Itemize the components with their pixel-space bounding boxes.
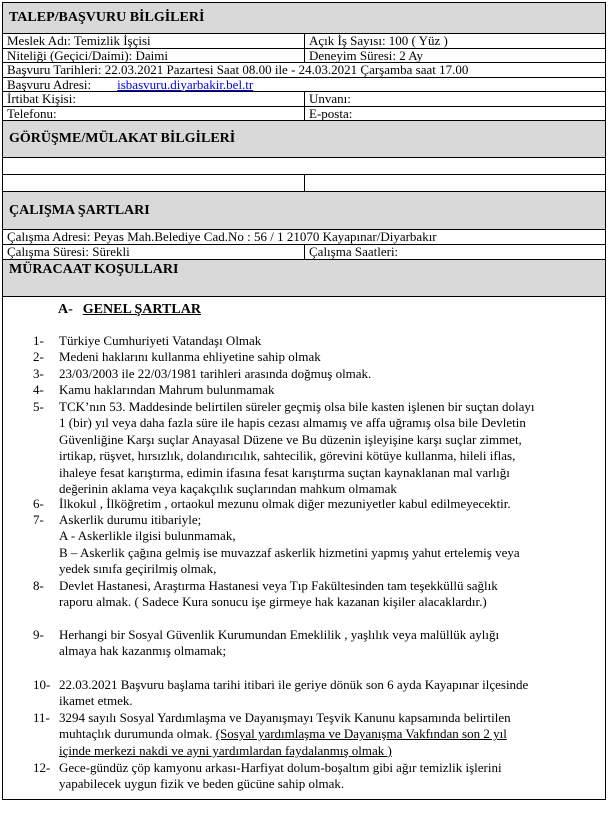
section-title-talep: TALEP/BAŞVURU BİLGİLERİ — [9, 10, 205, 25]
condition-line: B – Askerlik çağına gelmiş ise muvazzaf askerlik hizmetini yapmış yahut ertelemiş veya — [59, 544, 520, 560]
row-calisma-adres — [2, 230, 606, 245]
e-posta: E-posta: — [309, 106, 353, 120]
section-title-muracaat: MÜRACAAT KOŞULLARI — [9, 262, 179, 277]
condition-line: Medeni haklarını kullanma ehliyetine sahip olmak — [59, 349, 321, 364]
condition-item — [33, 578, 593, 611]
section-header-talep — [2, 2, 606, 34]
row-adres — [2, 78, 606, 93]
condition-number: 5- — [33, 399, 44, 414]
condition-line: Devlet Hastanesi, Araştırma Hastanesi veya Tıp Fakültesinden tam teşekküllü sağlık — [59, 578, 498, 593]
basvuru-adresi — [3, 78, 605, 92]
row-telefon — [2, 107, 606, 122]
gorusme-empty-row-1 — [2, 158, 606, 175]
condition-item — [33, 627, 593, 660]
condition-item — [33, 710, 593, 759]
condition-line: ikamet etmek. — [59, 693, 133, 709]
section-header-calisma — [2, 192, 606, 230]
condition-line: Herhangi bir Sosyal Güvenlik Kurumundan Emeklilik , yaşlılık veya malüllük aylığı — [59, 627, 500, 642]
condition-number: 7- — [33, 512, 44, 527]
acik-is-sayisi: Açık İş Sayısı: 100 ( Yüz ) — [309, 34, 448, 48]
condition-item — [33, 349, 593, 365]
condition-line: muhtaçlık durumunda olmak. (Sosyal yardımlaşma ve Dayanışma Vakfından son 2 yıl — [59, 726, 507, 742]
condition-item — [33, 512, 593, 578]
condition-line: Güvenliğine Karşı suçlar Anayasal Düzene ve Bu düzenin işleyişine karşı suçlar zimmet, — [59, 431, 522, 447]
niteligi: Niteliği (Geçici/Daimi): Daimi — [3, 49, 305, 63]
condition-line: Türkiye Cumhuriyeti Vatandaşı Olmak — [59, 333, 262, 348]
condition-line: almaya hak kazanmış olmamak; — [59, 643, 227, 659]
calisma-adresi: Çalışma Adresi: Peyas Mah.Belediye Cad.No : 56 / 1 21070 Kayapınar/Diyarbakır — [7, 230, 437, 244]
gorusme-empty-row-2 — [2, 175, 606, 192]
calisma-saatleri: Çalışma Saatleri: — [309, 244, 399, 259]
condition-item — [33, 677, 593, 710]
condition-line: 22.03.2021 Başvuru başlama tarihi itibari ile geriye dönük son 6 ayda Kayapınar ilçesinde — [59, 677, 529, 692]
condition-number: 12- — [33, 760, 51, 775]
condition-number: 11- — [33, 710, 50, 725]
meslek-adi: Meslek Adı: Temizlik İşçisi — [3, 34, 305, 48]
document — [2, 2, 606, 800]
section-title-calisma: ÇALIŞMA ŞARTLARI — [9, 202, 150, 218]
row-irtibat — [2, 92, 606, 107]
basvuru-link[interactable]: isbasvuru.diyarbakir.bel.tr — [117, 77, 254, 91]
condition-item — [33, 366, 593, 382]
condition-number: 2- — [33, 349, 44, 364]
condition-line: 3294 sayılı Sosyal Yardımlaşma ve Dayanışmayı Teşvik Kanunu kapsamında belirtilen — [59, 710, 511, 725]
condition-item — [33, 382, 593, 398]
condition-item — [33, 399, 593, 497]
condition-line: Askerlik durumu itibariyle; — [59, 512, 202, 527]
muracaat-body — [2, 297, 606, 800]
condition-line: irtikap, rüşvet, hırsızlık, dolandırıcılık, sahtecilik, görevini kötüye kullanma, hileli iflas, — [59, 448, 516, 464]
condition-line: raporu almak. ( Sadece Kura sonucu işe girmeye hak kazanan kişiler alacaklardır.) — [59, 594, 487, 610]
condition-line: 1 (bir) yıl veya daha fazla süre ile hapis cezası almamış ve affa uğramış olsa bile Devletin — [59, 415, 526, 431]
row-nitelik — [2, 49, 606, 64]
condition-line: Kamu haklarından Mahrum bulunmamak — [59, 382, 275, 397]
basvuru-adresi-label: Başvuru Adresi: — [7, 77, 92, 91]
condition-number: 4- — [33, 382, 44, 397]
condition-line: ihaleye fesat karıştırma, edimin ifasına fesat karıştırma suçtan kaynaklanan mal varlığı — [59, 464, 510, 480]
calisma-suresi: Çalışma Süresi: Sürekli — [3, 245, 305, 260]
row-meslek — [2, 34, 606, 49]
section-title-gorusme: GÖRÜŞME/MÜLAKAT BİLGİLERİ — [9, 131, 236, 146]
basvuru-tarihleri: Başvuru Tarihleri: 22.03.2021 Pazartesi Saat 08.00 ile - 24.03.2021 Çarşamba saat 17.00 — [7, 63, 469, 77]
condition-item — [33, 333, 593, 349]
condition-item — [33, 760, 593, 793]
deneyim-suresi: Deneyim Süresi: 2 Ay — [309, 48, 423, 62]
condition-line: yapabilecek uygun fizik ve beden gücüne sahip olmak. — [59, 776, 345, 792]
row-calisma-sure — [2, 245, 606, 260]
condition-line: değerinin aklama veya kaçakçılık suçlarından mahkum olmamak — [59, 481, 397, 497]
unvani: Unvanı: — [309, 92, 351, 106]
condition-number: 9- — [33, 627, 44, 642]
condition-line: 23/03/2003 ile 22/03/1981 tarihleri arasında doğmuş olmak. — [59, 366, 372, 381]
condition-number: 8- — [33, 578, 44, 593]
condition-item — [33, 496, 593, 512]
condition-line: Gece-gündüz çöp kamyonu arkası-Harfiyat dolum-boşaltım gibi ağır temizlik işlerini — [59, 760, 502, 775]
condition-number: 6- — [33, 496, 44, 511]
section-header-gorusme — [2, 121, 606, 158]
condition-line: içinde merkezi nakdi ve ayni yardımlardan faydalanmış olmak ) — [59, 742, 392, 758]
condition-underlined-text: (Sosyal yardımlaşma ve Dayanışma Vakfından son 2 yıl — [215, 726, 507, 742]
condition-number: 3- — [33, 366, 44, 381]
condition-number: 1- — [33, 333, 44, 348]
section-header-muracaat — [2, 259, 606, 297]
row-tarihler — [2, 63, 606, 78]
condition-line: İlkokul , İlköğretim , ortaokul mezunu olmak diğer mezuniyetler kabul edilmeyecektir. — [59, 496, 511, 511]
telefonu: Telefonu: — [3, 107, 305, 121]
genel-sartlar-heading: A- GENEL ŞARTLAR — [58, 302, 201, 317]
irtibat-kisisi: İrtibat Kişisi: — [3, 92, 305, 106]
condition-line: TCK’nın 53. Maddesinde belirtilen süreler geçmiş olsa bile kasten işlenen bir suçtan dolayı — [59, 399, 535, 414]
condition-number: 10- — [33, 677, 51, 692]
condition-line: yedek sınıfa geçirilmiş olmak, — [59, 561, 217, 577]
condition-line: A - Askerlikle ilgisi bulunmamak, — [59, 528, 236, 544]
